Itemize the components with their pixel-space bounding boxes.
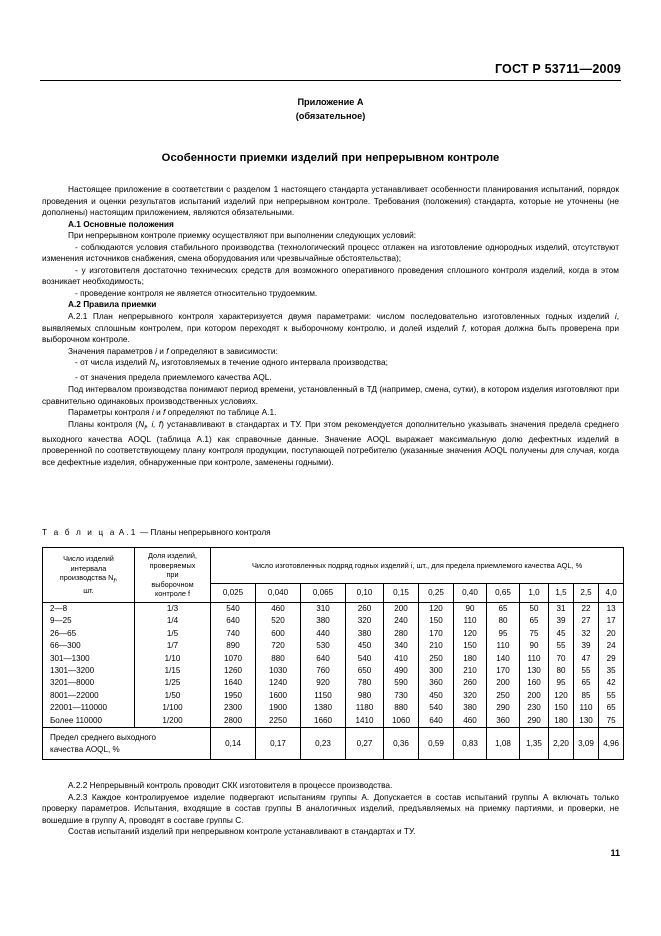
cell-i-value-7: 200 — [487, 677, 520, 689]
cell-i-value-9: 150 — [549, 702, 574, 714]
table-caption-prefix: Т а б л и ц а — [42, 527, 117, 537]
cell-aoql-value-10: 3,09 — [574, 728, 599, 760]
cell-sampling-fraction: 1/50 — [135, 690, 211, 702]
a2-dash1-symbol-n: N — [149, 357, 156, 368]
a2-params-text-b: определяют в зависимости: — [168, 345, 278, 356]
cell-i-value-4: 200 — [384, 602, 419, 615]
table-footer-row — [43, 728, 624, 760]
cell-i-value-4: 490 — [384, 665, 419, 677]
cell-i-value-7: 110 — [487, 640, 520, 652]
cell-i-value-5: 150 — [419, 615, 454, 627]
table-caption-number: А.1 — [118, 527, 138, 537]
header-col2-line-3: при — [166, 570, 179, 580]
cell-i-value-6: 320 — [454, 690, 487, 702]
heading-a1: А.1 Основные положения — [68, 218, 174, 229]
standard-identifier: ГОСТ Р 53711—2009 — [494, 62, 621, 76]
a2-tableref-and: и — [153, 407, 164, 418]
header-cell-aql-9: 1,5 — [549, 584, 574, 603]
cell-i-value-4: 590 — [384, 677, 419, 689]
a2-params-symbol-f: f — [166, 345, 169, 356]
list-item-a1-2: - у изготовителя достаточно технических средств для возможного оперативного проведения сплошного контроля изделий, когда в этом возникает необходимость; — [42, 264, 619, 287]
cell-interval-range: 8001—22000 — [43, 690, 135, 702]
paragraph-intro: Настоящее приложение в соответствии с разделом 1 настоящего стандарта устанавливает особенности планирования испытаний, порядок проведения и оценки результатов испытаний изделий при непрерывном контроле. Требования (положения) стандарта, которые не уточнены (не дополнены) настоящим приложением, являются обязательными. — [42, 184, 619, 218]
cell-sampling-fraction: 1/10 — [135, 653, 211, 665]
cell-aoql-value-6: 0,83 — [454, 728, 487, 760]
header-symbol-n-sub: f — [113, 577, 116, 585]
paragraph-a2-3-tail: Состав испытаний изделий при непрерывном контроле устанавливают в стандартах и ТУ. — [68, 826, 416, 837]
header-cell-aql-2: 0,065 — [301, 584, 346, 603]
table-caption — [42, 527, 271, 537]
paragraph-a2-interval: Под интервалом производства понимают период времени, установленный в ТД (например, смена, сутки), в котором изделия изготовляют при сравнительно одинаковых производственных условиях. — [42, 383, 619, 406]
cell-aoql-value-11: 4,96 — [599, 728, 624, 760]
table-row — [43, 715, 624, 728]
cell-i-value-10: 27 — [574, 615, 599, 627]
cell-i-value-2: 920 — [301, 677, 346, 689]
span-header-text-b: , шт., для предела приемлемого качества AQL, % — [412, 560, 583, 570]
header-cell-aql-10: 2,5 — [574, 584, 599, 603]
cell-i-value-7: 360 — [487, 715, 520, 728]
cell-i-value-1: 520 — [256, 615, 301, 627]
cell-i-value-11: 17 — [599, 615, 624, 627]
cell-i-value-3: 1180 — [346, 702, 384, 714]
a2-1-text-b: , выявляемых сплошным контролем, при котором переходят к выборочному контролю, и долей изделий — [42, 311, 619, 333]
header-cell-aql-4: 0,15 — [384, 584, 419, 603]
paragraph-a2-2: А.2.2 Непрерывный контроль проводит СКК изготовителя в процессе производства. — [68, 780, 393, 790]
table-body — [43, 602, 624, 727]
header-cell-aql-5: 0,25 — [419, 584, 454, 603]
cell-i-value-5: 360 — [419, 677, 454, 689]
header-line-2: интервала — [70, 563, 107, 573]
cell-sampling-fraction: 1/3 — [135, 602, 211, 615]
list-item-a2-dash2: - от значения предела приемлемого качества AQL. — [75, 372, 272, 383]
cell-i-value-0: 1070 — [211, 653, 256, 665]
header-symbol-n: N — [108, 573, 114, 583]
cell-i-value-6: 90 — [454, 602, 487, 615]
header-col2-line-1: Доля изделий, — [148, 551, 197, 560]
cell-i-value-9: 55 — [549, 640, 574, 652]
cell-aoql-value-5: 0,59 — [419, 728, 454, 760]
cell-interval-range: 9—25 — [43, 615, 135, 627]
cell-aoql-value-2: 0,23 — [301, 728, 346, 760]
a2-1-symbol-f: f — [461, 322, 465, 333]
cell-i-value-2: 1380 — [301, 702, 346, 714]
cell-i-value-5: 210 — [419, 640, 454, 652]
cell-i-value-10: 32 — [574, 628, 599, 640]
cell-sampling-fraction: 1/100 — [135, 702, 211, 714]
table-caption-title: Планы непрерывного контроля — [150, 527, 271, 537]
table-row — [43, 702, 624, 714]
cell-i-value-5: 540 — [419, 702, 454, 714]
cell-sampling-fraction: 1/4 — [135, 615, 211, 627]
cell-i-value-2: 530 — [301, 640, 346, 652]
header-line-3: производства Nf, — [59, 573, 118, 585]
cell-interval-range: 22001—110000 — [43, 702, 135, 714]
cell-i-value-2: 440 — [301, 628, 346, 640]
paragraph-a2-3: А.2.3 Каждое контролируемое изделие подвергают испытаниям группы А. Допускается в состав испытаний группы А включать только проверку параметров. Испытания, входящие в состав группы В аналогичных изделий, предъявляемых на приемку партиями, и проверки, не вошедшие в группу А, проводят в составе группы С. — [42, 791, 619, 825]
cell-sampling-fraction: 1/7 — [135, 640, 211, 652]
cell-i-value-1: 1030 — [256, 665, 301, 677]
cell-i-value-2: 760 — [301, 665, 346, 677]
cell-i-value-8: 230 — [520, 702, 549, 714]
body-content-bottom — [42, 780, 619, 838]
cell-i-value-9: 180 — [549, 715, 574, 728]
cell-i-value-1: 720 — [256, 640, 301, 652]
cell-interval-range: 301—1300 — [43, 653, 135, 665]
cell-interval-range: 66—300 — [43, 640, 135, 652]
table-row — [43, 665, 624, 677]
cell-aoql-value-3: 0,27 — [346, 728, 384, 760]
header-line-4: шт. — [83, 586, 94, 596]
cell-i-value-9: 31 — [549, 602, 574, 615]
cell-i-value-3: 1410 — [346, 715, 384, 728]
header-col2-line-5 — [137, 589, 208, 599]
cell-i-value-0: 2800 — [211, 715, 256, 728]
cell-aoql-value-0: 0,14 — [211, 728, 256, 760]
cell-i-value-4: 410 — [384, 653, 419, 665]
cell-i-value-6: 110 — [454, 615, 487, 627]
paragraph-a2-params — [42, 346, 619, 358]
cell-i-value-11: 29 — [599, 653, 624, 665]
a2-tableref-symbol-f: f — [163, 407, 166, 418]
cell-i-value-4: 880 — [384, 702, 419, 714]
cell-aoql-value-7: 1,08 — [487, 728, 520, 760]
a2-plans-symbol-n: N — [138, 418, 145, 429]
table-continuous-control-plans — [42, 547, 624, 760]
cell-i-value-5: 120 — [419, 602, 454, 615]
a2-tableref-symbol-i: i — [151, 407, 154, 418]
header-cell-aql-11: 4,0 — [599, 584, 624, 603]
cell-i-value-11: 75 — [599, 715, 624, 728]
a2-plans-text-c: ) устанавливают в стандартах и ТУ. При этом рекомендуется дополнительно указывать значения предела среднего выходного качества AOQL (таблица А.1) как справочные данные. Значение AOQL выражает максимальную долю дефектных изделий в проверенной по соответствующему плану контроля продукции, поступающей потребителю (указанные значения AOQL получены для случая, когда все дефектные изделия, обнаруженные при контроле, заменены годными). — [42, 418, 619, 467]
cell-i-value-3: 320 — [346, 615, 384, 627]
appendix-label: Приложение А — [297, 97, 364, 107]
cell-interval-range: 1301—3200 — [43, 665, 135, 677]
a2-params-symbol-i: i — [155, 345, 157, 356]
header-divider — [40, 80, 621, 81]
cell-i-value-5: 640 — [419, 715, 454, 728]
cell-i-value-3: 540 — [346, 653, 384, 665]
a2-dash1-subscript: f — [155, 362, 158, 370]
cell-aoql-value-4: 0,36 — [384, 728, 419, 760]
page-number: 11 — [610, 848, 620, 858]
a2-plans-subscript: f — [144, 424, 146, 432]
cell-i-value-9: 39 — [549, 615, 574, 627]
cell-i-value-8: 90 — [520, 640, 549, 652]
cell-i-value-6: 260 — [454, 677, 487, 689]
cell-interval-range: Более 110000 — [43, 715, 135, 728]
cell-i-value-8: 160 — [520, 677, 549, 689]
a2-1-text-c: , которая должна быть проверена при выборочном контроле. — [42, 322, 619, 345]
cell-i-value-10: 22 — [574, 602, 599, 615]
cell-i-value-2: 1660 — [301, 715, 346, 728]
cell-interval-range: 3201—8000 — [43, 677, 135, 689]
list-item-a1-3: - проведение контроля не является относительно трудоемким. — [75, 287, 318, 298]
cell-i-value-1: 1600 — [256, 690, 301, 702]
cell-sampling-fraction: 1/15 — [135, 665, 211, 677]
cell-i-value-10: 39 — [574, 640, 599, 652]
cell-i-value-7: 65 — [487, 602, 520, 615]
cell-i-value-4: 1060 — [384, 715, 419, 728]
cell-i-value-4: 240 — [384, 615, 419, 627]
cell-i-value-0: 2300 — [211, 702, 256, 714]
cell-i-value-3: 260 — [346, 602, 384, 615]
cell-i-value-6: 460 — [454, 715, 487, 728]
header-line-1: Число изделий — [63, 554, 114, 564]
cell-i-value-6: 210 — [454, 665, 487, 677]
cell-interval-range: 26—65 — [43, 628, 135, 640]
header-symbol-f: f — [187, 589, 191, 599]
table-row — [43, 628, 624, 640]
cell-i-value-1: 1900 — [256, 702, 301, 714]
aoql-label-line-2: качества AOQL, % — [50, 744, 120, 754]
cell-i-value-11: 20 — [599, 628, 624, 640]
cell-i-value-8: 65 — [520, 615, 549, 627]
paragraph-a2-table-ref — [42, 407, 619, 419]
cell-i-value-5: 170 — [419, 628, 454, 640]
header-line-3-text: производства — [59, 573, 109, 583]
cell-i-value-0: 540 — [211, 602, 256, 615]
cell-aoql-value-8: 1,35 — [520, 728, 549, 760]
list-item-a2-dash1 — [42, 357, 619, 372]
cell-i-value-7: 170 — [487, 665, 520, 677]
header-cell-sampling-fraction — [135, 548, 211, 603]
header-cell-aql-6: 0,40 — [454, 584, 487, 603]
cell-i-value-6: 120 — [454, 628, 487, 640]
cell-i-value-11: 65 — [599, 702, 624, 714]
header-cell-aql-1: 0,040 — [256, 584, 301, 603]
cell-i-value-8: 50 — [520, 602, 549, 615]
header-cell-aql-0: 0,025 — [211, 584, 256, 603]
a2-plans-text-a: Планы контроля ( — [68, 418, 139, 429]
header-col2-line-4: выборочном — [151, 579, 194, 589]
appendix-obligation: (обязательное) — [295, 111, 366, 121]
cell-i-value-9: 80 — [549, 665, 574, 677]
cell-aoql-value-1: 0,17 — [256, 728, 301, 760]
cell-aoql-label — [43, 728, 211, 760]
cell-i-value-8: 130 — [520, 665, 549, 677]
table-row — [43, 677, 624, 689]
cell-i-value-0: 1260 — [211, 665, 256, 677]
cell-i-value-1: 460 — [256, 602, 301, 615]
a2-1-symbol-i: i — [614, 311, 617, 322]
cell-i-value-1: 2250 — [256, 715, 301, 728]
cell-aoql-value-9: 2,20 — [549, 728, 574, 760]
a2-dash1-text-b: , изготовляемых в течение одного интервала производства; — [157, 357, 388, 368]
cell-i-value-1: 880 — [256, 653, 301, 665]
cell-i-value-3: 380 — [346, 628, 384, 640]
a2-tableref-text-a: Параметры контроля — [68, 407, 152, 418]
table-caption-dash: — — [139, 527, 149, 537]
a2-plans-symbols: , i, f — [145, 418, 162, 429]
body-content — [42, 184, 619, 468]
cell-sampling-fraction: 1/200 — [135, 715, 211, 728]
cell-i-value-0: 1640 — [211, 677, 256, 689]
cell-i-value-11: 55 — [599, 690, 624, 702]
aoql-label-line-1: Предел среднего выходного — [50, 733, 157, 743]
span-header-text-a: Число изготовленных подряд годных изделий — [251, 560, 411, 570]
table-row — [43, 602, 624, 615]
cell-i-value-11: 42 — [599, 677, 624, 689]
table-continuous-control-plans-wrapper — [42, 547, 619, 760]
cell-i-value-7: 80 — [487, 615, 520, 627]
cell-i-value-0: 640 — [211, 615, 256, 627]
heading-a2: А.2 Правила приемки — [68, 299, 157, 310]
cell-i-value-10: 110 — [574, 702, 599, 714]
cell-i-value-6: 380 — [454, 702, 487, 714]
cell-i-value-8: 110 — [520, 653, 549, 665]
cell-i-value-9: 45 — [549, 628, 574, 640]
cell-i-value-5: 250 — [419, 653, 454, 665]
cell-i-value-3: 650 — [346, 665, 384, 677]
cell-i-value-2: 380 — [301, 615, 346, 627]
cell-sampling-fraction: 1/5 — [135, 628, 211, 640]
cell-i-value-2: 1150 — [301, 690, 346, 702]
cell-i-value-0: 890 — [211, 640, 256, 652]
cell-i-value-0: 1950 — [211, 690, 256, 702]
cell-i-value-1: 1240 — [256, 677, 301, 689]
header-cell-aql-7: 0,65 — [487, 584, 520, 603]
page-title: Особенности приемки изделий при непрерывном контроле — [161, 152, 500, 164]
cell-i-value-11: 35 — [599, 665, 624, 677]
table-row — [43, 640, 624, 652]
table-header-row-1 — [43, 548, 624, 584]
table-row — [43, 690, 624, 702]
header-cell-aql-span — [211, 548, 624, 584]
cell-i-value-2: 310 — [301, 602, 346, 615]
cell-i-value-1: 600 — [256, 628, 301, 640]
cell-i-value-8: 290 — [520, 715, 549, 728]
cell-i-value-10: 55 — [574, 665, 599, 677]
cell-i-value-7: 140 — [487, 653, 520, 665]
cell-i-value-3: 450 — [346, 640, 384, 652]
cell-i-value-6: 150 — [454, 640, 487, 652]
cell-i-value-8: 75 — [520, 628, 549, 640]
cell-i-value-9: 70 — [549, 653, 574, 665]
header-cell-aql-8: 1,0 — [520, 584, 549, 603]
paragraph-a1-lead: При непрерывном контроле приемку осуществляют при выполнении следующих условий: — [68, 230, 417, 241]
cell-i-value-7: 250 — [487, 690, 520, 702]
list-item-a1-1: - соблюдаются условия стабильного производства (технологический процесс отлажен на изготовление однородных изделий, отсутствуют изменения источников снабжения, смена оборудования или чрезвычайные обстоятельства); — [42, 241, 619, 264]
cell-i-value-4: 730 — [384, 690, 419, 702]
cell-i-value-2: 640 — [301, 653, 346, 665]
a2-1-text-a: А.2.1 План непрерывного контроля характеризуется двумя параметрами: числом последовательно изготовленных годных изделий — [68, 311, 615, 322]
a2-params-text-a: Значения параметров — [68, 345, 156, 356]
cell-i-value-8: 200 — [520, 690, 549, 702]
cell-i-value-5: 300 — [419, 665, 454, 677]
cell-interval-range: 2—8 — [43, 602, 135, 615]
paragraph-a2-plans — [42, 419, 619, 469]
cell-i-value-5: 450 — [419, 690, 454, 702]
cell-i-value-4: 280 — [384, 628, 419, 640]
header-col2-line-2: проверяемых — [149, 560, 196, 570]
span-header-symbol-i: i — [410, 560, 413, 570]
cell-i-value-9: 95 — [549, 677, 574, 689]
cell-i-value-10: 47 — [574, 653, 599, 665]
cell-sampling-fraction: 1/25 — [135, 677, 211, 689]
cell-i-value-4: 340 — [384, 640, 419, 652]
a2-tableref-text-b: определяют по таблице А.1. — [165, 407, 277, 418]
cell-i-value-7: 290 — [487, 702, 520, 714]
document-header — [40, 60, 621, 78]
cell-i-value-3: 780 — [346, 677, 384, 689]
cell-i-value-10: 130 — [574, 715, 599, 728]
cell-i-value-11: 24 — [599, 640, 624, 652]
header-cell-interval-size — [43, 548, 135, 603]
cell-i-value-3: 980 — [346, 690, 384, 702]
cell-i-value-0: 740 — [211, 628, 256, 640]
appendix-caption — [0, 95, 661, 123]
header-col2-line-5-text: контроле — [154, 589, 188, 599]
cell-i-value-7: 95 — [487, 628, 520, 640]
table-row — [43, 615, 624, 627]
paragraph-a2-1 — [42, 311, 619, 346]
a2-dash1-text-a: - от числа изделий — [75, 357, 150, 368]
cell-i-value-6: 180 — [454, 653, 487, 665]
table-row — [43, 653, 624, 665]
a2-params-and: и — [156, 345, 167, 356]
cell-i-value-10: 65 — [574, 677, 599, 689]
cell-i-value-11: 13 — [599, 602, 624, 615]
header-cell-aql-3: 0,10 — [346, 584, 384, 603]
cell-i-value-9: 120 — [549, 690, 574, 702]
cell-i-value-10: 85 — [574, 690, 599, 702]
table-footer — [43, 728, 624, 760]
